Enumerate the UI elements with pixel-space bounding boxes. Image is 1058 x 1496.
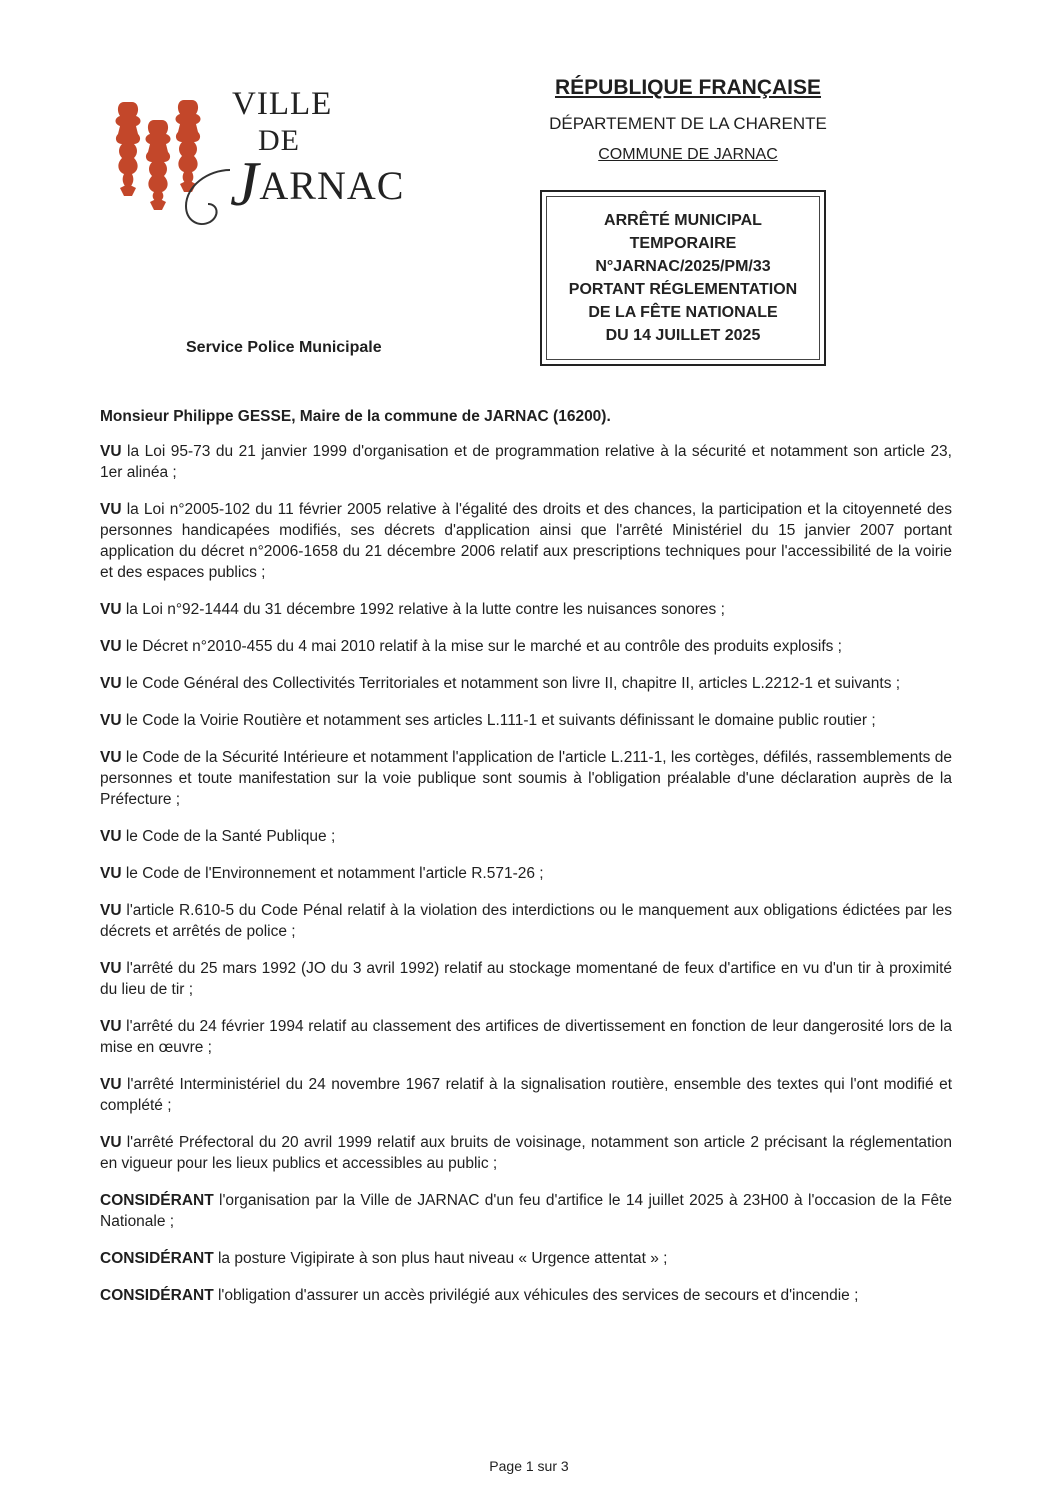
paragraph-text: la Loi n°2005-102 du 11 février 2005 relative à l'égalité des droits et des chances, la participation et la citoyenneté des personnes handicapées modifiés, ses décrets d'application ainsi que l'arrêté Ministériel du 15 janvier 2007 portant application du décret n°2006-1658 du 21 décembre 2006 relatif aux prescriptions techniques pour l'accessibilité de la voirie et des espaces publics ; [100, 501, 952, 581]
paragraph-text: le Code la Voirie Routière et notamment ses articles L.111-1 et suivants définissant le domaine public routier ; [121, 712, 876, 729]
consideration-paragraph [100, 1132, 952, 1174]
consideration-paragraph [100, 599, 952, 620]
arrete-title [569, 209, 797, 347]
arrete-line: TEMPORAIRE [629, 235, 737, 252]
logo-word-jarnac [230, 148, 405, 219]
consideration-paragraph [100, 1190, 952, 1232]
consideration-paragraph [100, 710, 952, 731]
consideration-paragraph [100, 863, 952, 884]
consideration-paragraph [100, 900, 952, 942]
intro-line: Monsieur Philippe GESSE, Maire de la commune de JARNAC (16200). [100, 408, 611, 425]
arrete-line: DU 14 JUILLET 2025 [605, 327, 761, 344]
paragraph-text: le Code de la Sécurité Intérieure et notamment l'application de l'article L.211-1, les cortèges, défilés, rassemblements de personnes et toute manifestation sur la voie publique sont soumis à l'obligation préalable d'une déclaration auprès de la Préfecture ; [100, 749, 952, 808]
paragraph-lead: VU [100, 1018, 122, 1035]
paragraph-text: l'obligation d'assurer un accès privilégié aux véhicules des services de secours et d'incendie ; [213, 1287, 859, 1304]
jarnac-logo [108, 82, 405, 232]
arrete-title-box [540, 190, 826, 366]
paragraph-lead: VU [100, 960, 122, 977]
paragraph-lead: VU [100, 443, 122, 460]
document-body [100, 406, 952, 1322]
paragraph-text: le Code de la Santé Publique ; [121, 828, 336, 845]
consideration-paragraph [100, 747, 952, 810]
paragraph-text: le Code de l'Environnement et notamment l'article R.571-26 ; [121, 865, 544, 882]
paragraph-lead: VU [100, 501, 122, 518]
page-number: Page 1 sur 3 [489, 1458, 569, 1474]
consideration-paragraph [100, 499, 952, 583]
departement-heading: DÉPARTEMENT DE LA CHARENTE [549, 114, 827, 133]
paragraph-lead: VU [100, 712, 122, 729]
paragraph-text: l'arrêté Interministériel du 24 novembre 1967 relatif à la signalisation routière, ensemble des textes qui l'ont modifié et complété ; [100, 1076, 952, 1114]
paragraph-lead: VU [100, 1076, 122, 1093]
consideration-paragraph [100, 958, 952, 1000]
consideration-paragraph [100, 1016, 952, 1058]
paragraph-lead: VU [100, 1134, 122, 1151]
consideration-paragraph [100, 636, 952, 657]
paragraph-text: l'arrêté du 24 février 1994 relatif au classement des artifices de divertissement en fonction de leur dangerosité lors de la mise en œuvre ; [100, 1018, 952, 1056]
paragraph-text: l'arrêté Préfectoral du 20 avril 1999 relatif aux bruits de voisinage, notamment son article 2 précisant la réglementation en vigueur pour les lieux publics et accessibles au public ; [100, 1134, 952, 1172]
paragraph-lead: VU [100, 902, 122, 919]
logo-word-ville: VILLE [232, 86, 333, 122]
republique-heading: RÉPUBLIQUE FRANÇAISE [554, 76, 822, 99]
arrete-line: ARRÊTÉ MUNICIPAL [604, 212, 762, 229]
consideration-paragraph [100, 826, 952, 847]
paragraph-lead: VU [100, 675, 122, 692]
paragraph-text: la posture Vigipirate à son plus haut niveau « Urgence attentat » ; [213, 1250, 668, 1267]
consideration-paragraph [100, 1074, 952, 1116]
service-label: Service Police Municipale [186, 339, 382, 356]
arrete-line: N°JARNAC/2025/PM/33 [595, 258, 771, 275]
consideration-paragraph [100, 1248, 952, 1269]
paragraph-text: le Code Général des Collectivités Territoriales et notamment son livre II, chapitre II, articles L.2212-1 et suivants ; [121, 675, 901, 692]
paragraph-lead: VU [100, 865, 122, 882]
paragraph-lead: CONSIDÉRANT [100, 1192, 214, 1209]
paragraph-text: le Décret n°2010-455 du 4 mai 2010 relatif à la mise sur le marché et au contrôle des produits explosifs ; [121, 638, 842, 655]
commune-heading: COMMUNE DE JARNAC [598, 146, 778, 163]
paragraph-lead: CONSIDÉRANT [100, 1250, 214, 1267]
consideration-paragraph [100, 673, 952, 694]
logo-word-jarnac-rest: ARNAC [259, 163, 405, 208]
arrete-line: DE LA FÊTE NATIONALE [588, 304, 778, 321]
paragraph-lead: CONSIDÉRANT [100, 1287, 214, 1304]
paragraph-lead: VU [100, 638, 122, 655]
consideration-paragraph [100, 1285, 952, 1306]
considerations-list [100, 441, 952, 1306]
logo-word-de: DE [258, 124, 300, 157]
paragraph-text: la Loi n°92-1444 du 31 décembre 1992 relative à la lutte contre les nuisances sonores ; [121, 601, 725, 618]
paragraph-text: la Loi 95-73 du 21 janvier 1999 d'organisation et de programmation relative à la sécurité et notamment son article 23, 1er alinéa ; [100, 443, 952, 481]
arrete-line: PORTANT RÉGLEMENTATION [568, 281, 798, 298]
swirl-flourish-icon [178, 164, 238, 234]
consideration-paragraph [100, 441, 952, 483]
paragraph-lead: VU [100, 749, 122, 766]
paragraph-text: l'arrêté du 25 mars 1992 (JO du 3 avril 1992) relatif au stockage momentané de feux d'artifice en vu d'un tir à proximité du lieu de tir ; [100, 960, 952, 998]
paragraph-text: l'organisation par la Ville de JARNAC d'un feu d'artifice le 14 juillet 2025 à 23H00 à l'occasion de la Fête Nationale ; [100, 1192, 952, 1230]
logo-big-letter: J [230, 148, 260, 219]
paragraph-text: l'article R.610-5 du Code Pénal relatif à la violation des interdictions ou le manquement aux obligations édictées par les décrets et arrêtés de police ; [100, 902, 952, 940]
paragraph-lead: VU [100, 828, 122, 845]
paragraph-lead: VU [100, 601, 122, 618]
